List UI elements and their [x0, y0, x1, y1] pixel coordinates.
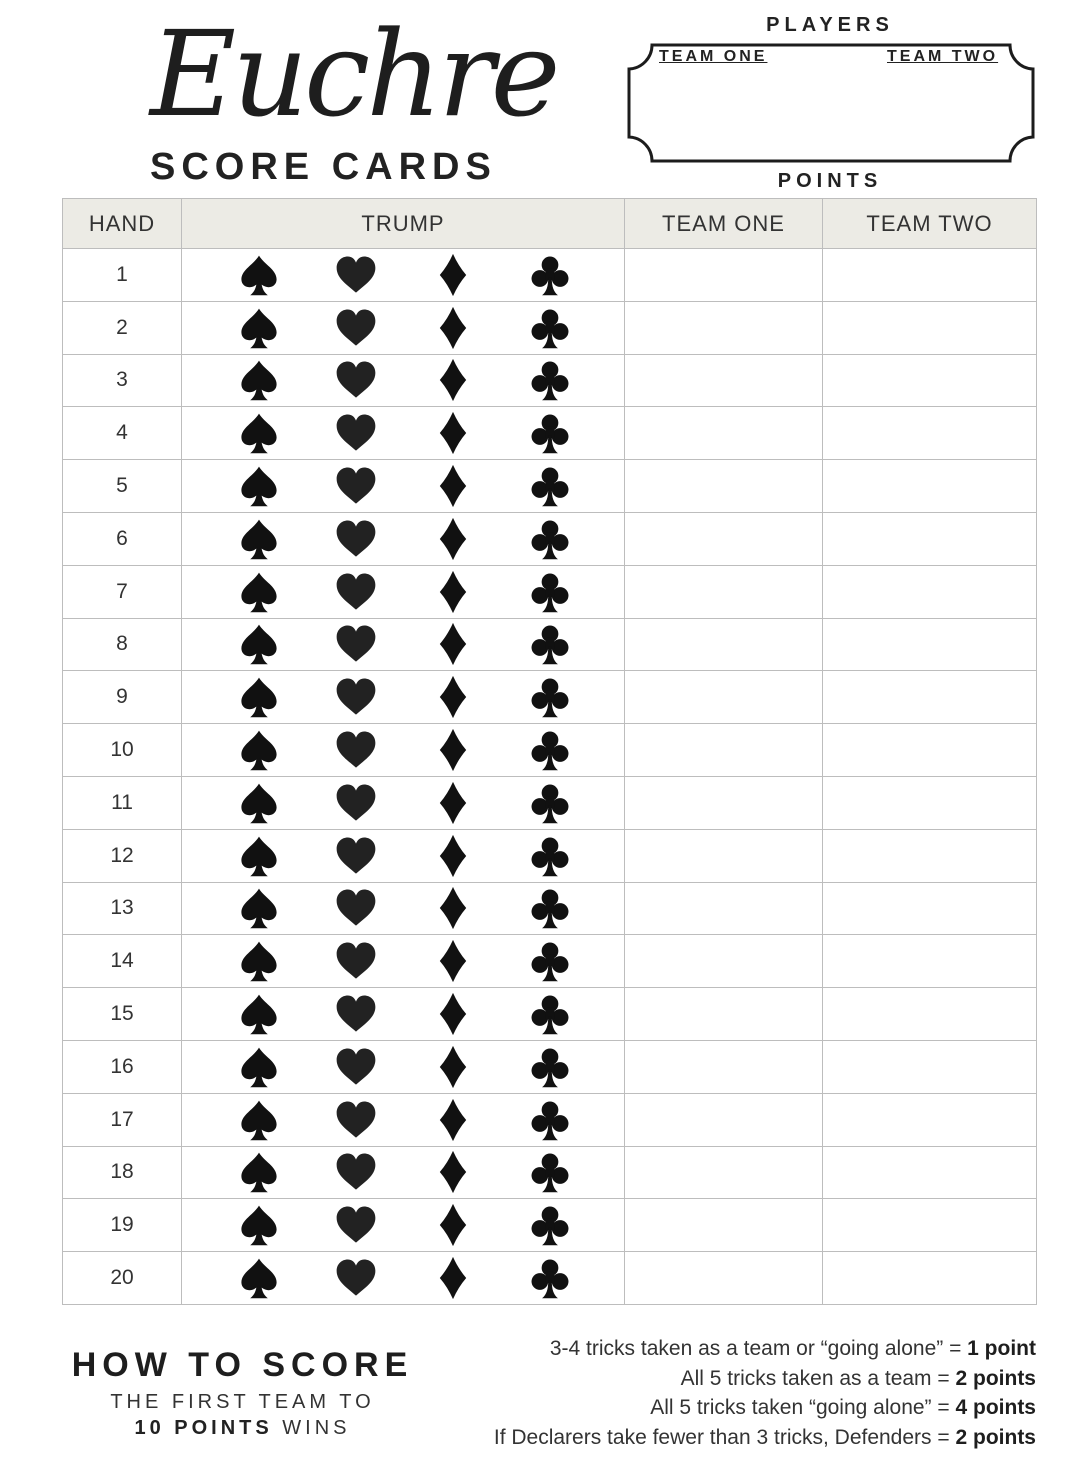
trump-suit-options: [182, 517, 624, 561]
heart-icon[interactable]: [334, 517, 378, 561]
team-one-score-cell[interactable]: [625, 882, 823, 935]
trump-cell: [182, 618, 625, 671]
table-row: [63, 882, 1037, 935]
team-two-score-cell[interactable]: [823, 882, 1037, 935]
hand-number: 11: [63, 776, 182, 829]
heart-icon[interactable]: [334, 675, 378, 719]
hand-number: 12: [63, 829, 182, 882]
diamond-icon[interactable]: [431, 306, 475, 350]
trump-suit-options: [182, 358, 624, 402]
team-one-column-header: TEAM ONE: [625, 199, 823, 249]
hand-number: 19: [63, 1199, 182, 1252]
spade-icon[interactable]: [237, 464, 281, 508]
heart-icon[interactable]: [334, 728, 378, 772]
heart-icon[interactable]: [334, 1256, 378, 1300]
table-row: [63, 1146, 1037, 1199]
wins-text: WINS: [272, 1417, 351, 1439]
team-one-score-cell[interactable]: [625, 1252, 823, 1305]
team-one-score-cell[interactable]: [625, 512, 823, 565]
spade-icon[interactable]: [237, 517, 281, 561]
trump-cell: [182, 988, 625, 1041]
hand-number: 3: [63, 354, 182, 407]
heart-icon[interactable]: [334, 570, 378, 614]
spade-icon[interactable]: [237, 622, 281, 666]
rule-text: 3-4 tricks taken as a team or “going alone” =: [549, 1337, 968, 1360]
diamond-icon[interactable]: [431, 1098, 475, 1142]
club-icon[interactable]: [528, 1150, 572, 1194]
trump-cell: [182, 829, 625, 882]
hand-number: 6: [63, 512, 182, 565]
hand-number: 20: [63, 1252, 182, 1305]
heart-icon[interactable]: [334, 306, 378, 350]
how-to-score-title: HOW TO SCORE: [71, 1346, 414, 1384]
rule-text: All 5 tricks taken “going alone” =: [650, 1396, 956, 1419]
team-one-score-cell[interactable]: [625, 829, 823, 882]
trump-cell: [182, 671, 625, 724]
diamond-icon[interactable]: [431, 622, 475, 666]
trump-cell: [182, 1040, 625, 1093]
team-one-score-cell[interactable]: [625, 671, 823, 724]
spade-icon[interactable]: [237, 992, 281, 1036]
team-two-score-cell[interactable]: [823, 988, 1037, 1041]
club-icon[interactable]: [528, 939, 572, 983]
club-icon[interactable]: [528, 675, 572, 719]
hand-number: 18: [63, 1146, 182, 1199]
rule-points: 4 points: [955, 1396, 1036, 1419]
club-icon[interactable]: [528, 517, 572, 561]
trump-suit-options: [182, 834, 624, 878]
hand-number: 16: [63, 1040, 182, 1093]
trump-cell: [182, 512, 625, 565]
team-one-score-cell[interactable]: [625, 301, 823, 354]
spade-icon[interactable]: [237, 570, 281, 614]
club-icon[interactable]: [528, 886, 572, 930]
scoring-rule: [396, 1334, 1036, 1364]
team-two-column-header: TEAM TWO: [823, 199, 1037, 249]
club-icon[interactable]: [528, 622, 572, 666]
hand-number: 14: [63, 935, 182, 988]
spade-icon[interactable]: [237, 834, 281, 878]
trump-suit-options: [182, 886, 624, 930]
club-icon[interactable]: [528, 253, 572, 297]
trump-cell: [182, 249, 625, 302]
heart-icon[interactable]: [334, 992, 378, 1036]
spade-icon[interactable]: [237, 1150, 281, 1194]
table-row: [63, 671, 1037, 724]
trump-cell: [182, 776, 625, 829]
winning-points: 10 POINTS: [134, 1417, 273, 1439]
team-two-score-cell[interactable]: [823, 565, 1037, 618]
heart-icon[interactable]: [334, 939, 378, 983]
spade-icon[interactable]: [237, 781, 281, 825]
diamond-icon[interactable]: [431, 834, 475, 878]
table-row: [63, 1093, 1037, 1146]
table-row: [63, 249, 1037, 302]
trump-suit-options: [182, 464, 624, 508]
club-icon[interactable]: [528, 1045, 572, 1089]
score-cards-subtitle: SCORE CARDS: [150, 146, 497, 188]
scoring-rules: [396, 1334, 1036, 1452]
points-label: POINTS: [777, 170, 883, 192]
hand-number: 1: [63, 249, 182, 302]
hand-number: 8: [63, 618, 182, 671]
table-row: [63, 1199, 1037, 1252]
trump-suit-options: [182, 675, 624, 719]
trump-cell: [182, 935, 625, 988]
trump-suit-options: [182, 1098, 624, 1142]
trump-cell: [182, 1252, 625, 1305]
diamond-icon[interactable]: [431, 781, 475, 825]
club-icon[interactable]: [528, 358, 572, 402]
hand-number: 2: [63, 301, 182, 354]
team-one-score-cell[interactable]: [625, 1040, 823, 1093]
team-two-score-cell[interactable]: [823, 1146, 1037, 1199]
spade-icon[interactable]: [237, 886, 281, 930]
team-two-score-cell[interactable]: [823, 354, 1037, 407]
heart-icon[interactable]: [334, 834, 378, 878]
table-row: [63, 512, 1037, 565]
hand-number: 9: [63, 671, 182, 724]
diamond-icon[interactable]: [431, 886, 475, 930]
trump-column-header: TRUMP: [182, 199, 625, 249]
heart-icon[interactable]: [334, 886, 378, 930]
trump-cell: [182, 460, 625, 513]
team-two-score-cell[interactable]: [823, 618, 1037, 671]
team-one-score-cell[interactable]: [625, 618, 823, 671]
trump-suit-options: [182, 306, 624, 350]
club-icon[interactable]: [528, 306, 572, 350]
hand-number: 15: [63, 988, 182, 1041]
club-icon[interactable]: [528, 1203, 572, 1247]
spade-icon[interactable]: [237, 1256, 281, 1300]
team-two-score-cell[interactable]: [823, 460, 1037, 513]
heart-icon[interactable]: [334, 1045, 378, 1089]
spade-icon[interactable]: [237, 411, 281, 455]
score-table: [62, 198, 1037, 1305]
hand-number: 7: [63, 565, 182, 618]
team-two-score-cell[interactable]: [823, 407, 1037, 460]
club-icon[interactable]: [528, 992, 572, 1036]
trump-suit-options: [182, 1045, 624, 1089]
how-to-score-line1: THE FIRST TEAM TO: [110, 1391, 375, 1413]
trump-cell: [182, 354, 625, 407]
heart-icon[interactable]: [334, 464, 378, 508]
spade-icon[interactable]: [237, 1098, 281, 1142]
club-icon[interactable]: [528, 834, 572, 878]
diamond-icon[interactable]: [431, 517, 475, 561]
hand-number: 13: [63, 882, 182, 935]
team-two-score-cell[interactable]: [823, 1040, 1037, 1093]
team-two-score-cell[interactable]: [823, 301, 1037, 354]
diamond-icon[interactable]: [431, 253, 475, 297]
trump-suit-options: [182, 570, 624, 614]
club-icon[interactable]: [528, 1256, 572, 1300]
trump-suit-options: [182, 253, 624, 297]
trump-suit-options: [182, 1256, 624, 1300]
team-two-players-label: TEAM TWO: [887, 48, 999, 65]
diamond-icon[interactable]: [431, 570, 475, 614]
heart-icon[interactable]: [334, 358, 378, 402]
trump-cell: [182, 882, 625, 935]
hand-column-header: HAND: [63, 199, 182, 249]
table-row: [63, 724, 1037, 777]
team-one-score-cell[interactable]: [625, 249, 823, 302]
table-row: [63, 565, 1037, 618]
hand-number: 10: [63, 724, 182, 777]
team-one-score-cell[interactable]: [625, 407, 823, 460]
rule-points: 1 point: [967, 1337, 1036, 1360]
team-one-score-cell[interactable]: [625, 1146, 823, 1199]
heart-icon[interactable]: [334, 622, 378, 666]
rule-text: All 5 tricks taken as a team =: [680, 1366, 956, 1390]
spade-icon[interactable]: [237, 358, 281, 402]
players-label: PLAYERS: [766, 14, 894, 36]
team-two-score-cell[interactable]: [823, 724, 1037, 777]
team-two-score-cell[interactable]: [823, 1252, 1037, 1305]
scoring-rule: [396, 1393, 1036, 1423]
team-two-score-cell[interactable]: [823, 1093, 1037, 1146]
table-row: [63, 829, 1037, 882]
spade-icon[interactable]: [237, 253, 281, 297]
table-row: [63, 354, 1037, 407]
spade-icon[interactable]: [237, 1203, 281, 1247]
diamond-icon[interactable]: [431, 464, 475, 508]
table-row: [63, 460, 1037, 513]
team-two-score-cell[interactable]: [823, 671, 1037, 724]
team-one-score-cell[interactable]: [625, 565, 823, 618]
diamond-icon[interactable]: [431, 1256, 475, 1300]
table-row: [63, 935, 1037, 988]
trump-suit-options: [182, 622, 624, 666]
club-icon[interactable]: [528, 728, 572, 772]
trump-cell: [182, 565, 625, 618]
team-two-score-cell[interactable]: [823, 935, 1037, 988]
diamond-icon[interactable]: [431, 728, 475, 772]
trump-suit-options: [182, 781, 624, 825]
diamond-icon[interactable]: [431, 358, 475, 402]
team-one-score-cell[interactable]: [625, 460, 823, 513]
hand-number: 5: [63, 460, 182, 513]
diamond-icon[interactable]: [431, 1150, 475, 1194]
heart-icon[interactable]: [334, 1203, 378, 1247]
trump-suit-options: [182, 1203, 624, 1247]
team-one-score-cell[interactable]: [625, 776, 823, 829]
team-two-score-cell[interactable]: [823, 249, 1037, 302]
team-one-players-label: TEAM ONE: [659, 48, 768, 65]
team-two-score-cell[interactable]: [823, 829, 1037, 882]
trump-suit-options: [182, 939, 624, 983]
table-row: [63, 301, 1037, 354]
trump-cell: [182, 1199, 625, 1252]
team-two-score-cell[interactable]: [823, 512, 1037, 565]
rule-text: If Declarers take fewer than 3 tricks, Defenders =: [493, 1425, 956, 1449]
diamond-icon[interactable]: [431, 675, 475, 719]
team-one-score-cell[interactable]: [625, 724, 823, 777]
table-header-row: [63, 199, 1037, 249]
diamond-icon[interactable]: [431, 1203, 475, 1247]
team-two-score-cell[interactable]: [823, 1199, 1037, 1252]
hand-number: 4: [63, 407, 182, 460]
heart-icon[interactable]: [334, 781, 378, 825]
diamond-icon[interactable]: [431, 411, 475, 455]
diamond-icon[interactable]: [431, 939, 475, 983]
scoring-rule: [396, 1364, 1036, 1394]
trump-cell: [182, 301, 625, 354]
heart-icon[interactable]: [334, 1150, 378, 1194]
team-one-score-cell[interactable]: [625, 935, 823, 988]
spade-icon[interactable]: [237, 728, 281, 772]
spade-icon[interactable]: [237, 675, 281, 719]
hand-number: 17: [63, 1093, 182, 1146]
heart-icon[interactable]: [334, 411, 378, 455]
club-icon[interactable]: [528, 411, 572, 455]
trump-suit-options: [182, 411, 624, 455]
trump-suit-options: [182, 1150, 624, 1194]
trump-cell: [182, 1146, 625, 1199]
trump-cell: [182, 407, 625, 460]
club-icon[interactable]: [528, 781, 572, 825]
trump-suit-options: [182, 728, 624, 772]
table-row: [63, 407, 1037, 460]
trump-cell: [182, 724, 625, 777]
table-row: [63, 988, 1037, 1041]
club-icon[interactable]: [528, 570, 572, 614]
heart-icon[interactable]: [334, 1098, 378, 1142]
rule-points: 2 points: [955, 1366, 1036, 1390]
how-to-score-line2: [70, 1417, 415, 1440]
trump-suit-options: [182, 992, 624, 1036]
heart-icon[interactable]: [334, 253, 378, 297]
spade-icon[interactable]: [237, 306, 281, 350]
trump-cell: [182, 1093, 625, 1146]
table-row: [63, 618, 1037, 671]
club-icon[interactable]: [528, 1098, 572, 1142]
team-one-score-cell[interactable]: [625, 1199, 823, 1252]
team-one-score-cell[interactable]: [625, 1093, 823, 1146]
rule-points: 2 points: [955, 1425, 1036, 1449]
club-icon[interactable]: [528, 464, 572, 508]
spade-icon[interactable]: [237, 1045, 281, 1089]
team-one-score-cell[interactable]: [625, 354, 823, 407]
table-row: [63, 1252, 1037, 1305]
team-two-score-cell[interactable]: [823, 776, 1037, 829]
scoring-rule: [396, 1423, 1036, 1453]
diamond-icon[interactable]: [431, 992, 475, 1036]
diamond-icon[interactable]: [431, 1045, 475, 1089]
table-row: [63, 1040, 1037, 1093]
spade-icon[interactable]: [237, 939, 281, 983]
team-one-score-cell[interactable]: [625, 988, 823, 1041]
table-row: [63, 776, 1037, 829]
euchre-title: Euchre: [150, 5, 557, 143]
